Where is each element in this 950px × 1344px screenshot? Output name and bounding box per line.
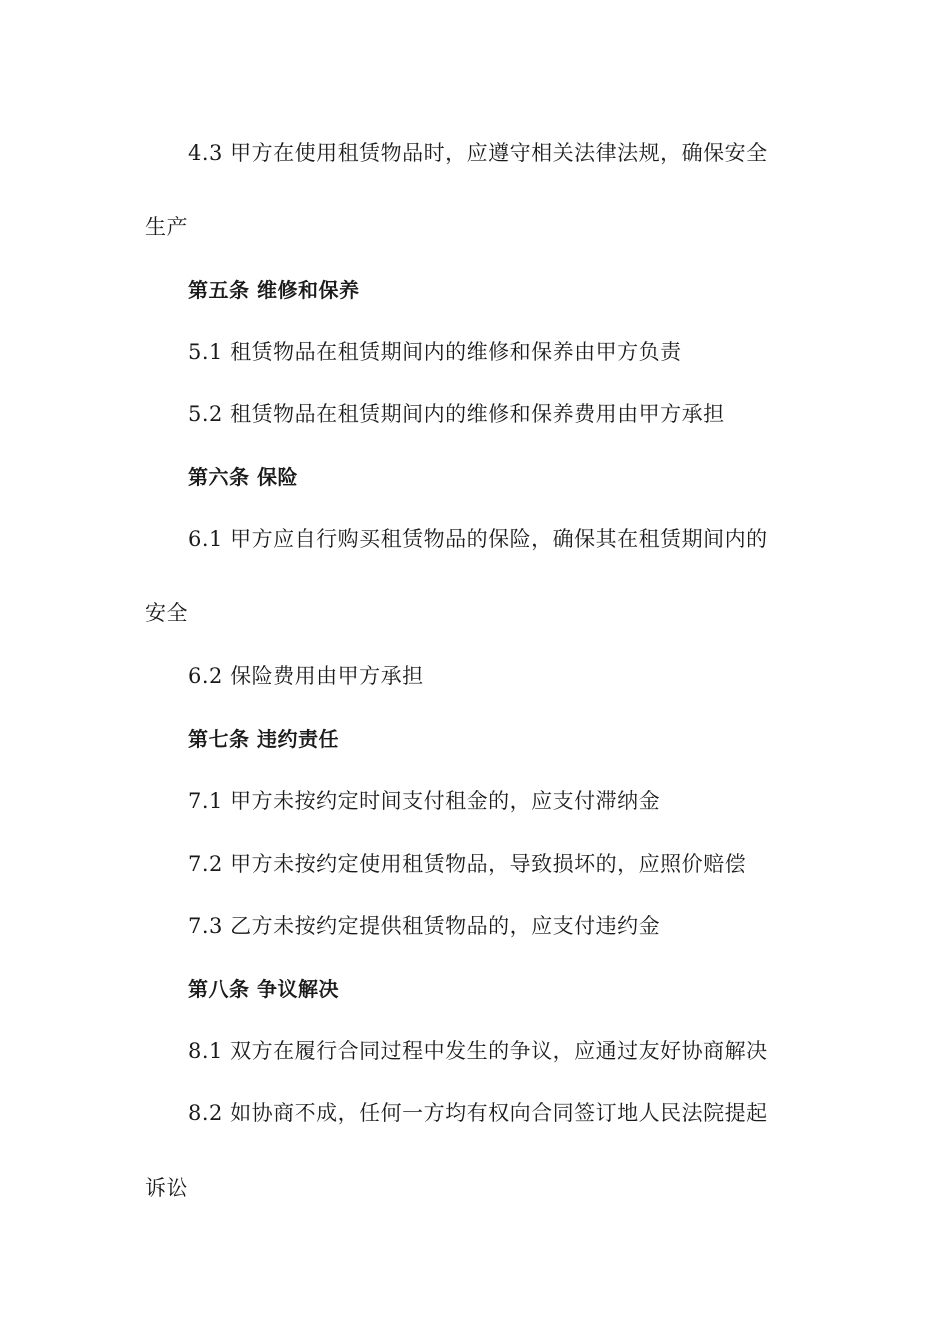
clause-5-2: 5.2 租赁物品在租赁期间内的维修和保养费用由甲方承担: [188, 402, 725, 426]
clause-6-1-continued: 安全: [145, 601, 188, 625]
heading-article-5: 第五条 维修和保养: [188, 278, 360, 302]
clause-8-2: 8.2 如协商不成，任何一方均有权向合同签订地人民法院提起: [188, 1101, 768, 1125]
clause-6-1: 6.1 甲方应自行购买租赁物品的保险，确保其在租赁期间内的: [188, 527, 768, 551]
clause-5-1: 5.1 租赁物品在租赁期间内的维修和保养由甲方负责: [188, 340, 682, 364]
clause-7-1: 7.1 甲方未按约定时间支付租金的，应支付滞纳金: [188, 789, 661, 813]
clause-4-3: 4.3 甲方在使用租赁物品时，应遵守相关法律法规，确保安全: [188, 141, 768, 165]
clause-8-1: 8.1 双方在履行合同过程中发生的争议，应通过友好协商解决: [188, 1039, 768, 1063]
heading-article-8: 第八条 争议解决: [188, 977, 339, 1001]
clause-7-2: 7.2 甲方未按约定使用租赁物品，导致损坏的，应照价赔偿: [188, 852, 747, 876]
clause-4-3-continued: 生产: [145, 215, 188, 239]
heading-article-6: 第六条 保险: [188, 465, 298, 489]
clause-8-2-continued: 诉讼: [145, 1176, 188, 1200]
clause-7-3: 7.3 乙方未按约定提供租赁物品的，应支付违约金: [188, 914, 661, 938]
clause-6-2: 6.2 保险费用由甲方承担: [188, 664, 424, 688]
heading-article-7: 第七条 违约责任: [188, 727, 339, 751]
